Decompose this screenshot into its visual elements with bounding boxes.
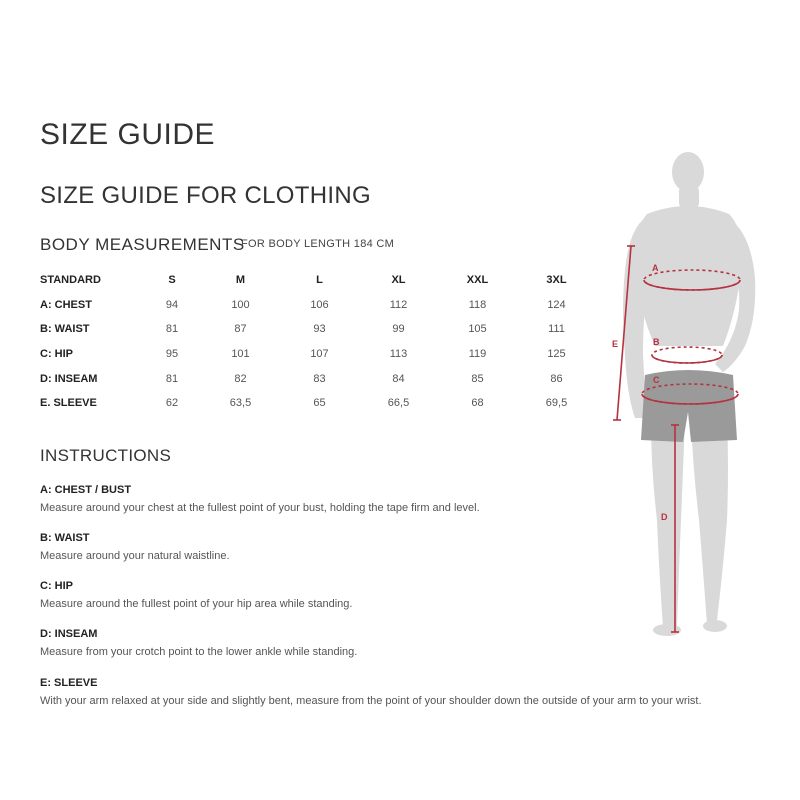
body-figure: [595, 150, 800, 650]
label-e: E: [612, 339, 619, 349]
column-header: M: [235, 274, 246, 287]
instruction-title: C: HIP: [40, 580, 73, 592]
instruction-text: Measure from your crotch point to the lower ankle while standing.: [40, 646, 358, 658]
table-cell: 118: [468, 298, 487, 311]
size-table: [40, 268, 596, 416]
table-row: [40, 293, 596, 318]
instruction-text: Measure around the fullest point of your hip area while standing.: [40, 598, 353, 610]
table-row: [40, 342, 596, 367]
instruction-item-waist: [40, 531, 230, 564]
table-cell: 124: [547, 298, 566, 311]
table-cell: 65: [313, 397, 326, 410]
instruction-text: Measure around your chest at the fullest point of your bust, holding the tape firm and level.: [40, 502, 480, 514]
table-cell: 112: [389, 298, 408, 311]
column-header: S: [168, 274, 176, 287]
table-cell: 111: [548, 323, 565, 336]
page-subtitle: SIZE GUIDE FOR CLOTHING: [40, 182, 371, 209]
table-cell: 106: [310, 298, 329, 311]
body-figure-illustration: [595, 150, 800, 650]
table-cell: 119: [468, 348, 487, 361]
table-cell: 66,5: [387, 397, 410, 410]
column-header: XL: [391, 274, 406, 287]
table-cell: 84: [392, 372, 405, 385]
table-cell: 86: [550, 372, 563, 385]
column-header: STANDARD: [40, 274, 101, 287]
table-cell: 87: [234, 323, 247, 336]
table-cell: 83: [313, 372, 326, 385]
instruction-item-chest: [40, 483, 480, 516]
label-c: C: [653, 375, 660, 385]
row-label: C: HIP: [40, 348, 73, 361]
table-cell: 100: [231, 298, 250, 311]
column-header: 3XL: [546, 274, 567, 287]
instructions-heading: INSTRUCTIONS: [40, 446, 172, 465]
table-row: [40, 317, 596, 342]
waist-measure-line: [652, 347, 722, 363]
table-cell: 81: [165, 372, 179, 385]
instruction-title: D: INSEAM: [40, 628, 98, 640]
label-d: D: [661, 512, 668, 522]
row-label: E. SLEEVE: [40, 397, 97, 410]
table-cell: 81: [165, 323, 179, 336]
table-row: [40, 366, 596, 391]
table-cell: 68: [471, 397, 484, 410]
instruction-title: B: WAIST: [40, 532, 90, 544]
row-label: D: INSEAM: [40, 372, 98, 385]
table-cell: 105: [468, 323, 487, 336]
table-cell: 107: [310, 348, 329, 361]
instruction-title: E: SLEEVE: [40, 677, 98, 689]
column-header: XXL: [466, 274, 489, 287]
body-measurements-heading: BODY MEASUREMENTS: [40, 235, 245, 254]
instruction-item-sleeve: [40, 676, 702, 709]
table-cell: 93: [313, 323, 326, 336]
table-cell: 94: [165, 298, 179, 311]
table-cell: 63,5: [229, 397, 252, 410]
instruction-text: With your arm relaxed at your side and slightly bent, measure from the point of your shoulder down the outside of your arm to your wrist.: [40, 695, 702, 707]
row-label: B: WAIST: [40, 323, 90, 336]
table-cell: 101: [231, 348, 250, 361]
table-cell: 69,5: [545, 397, 568, 410]
page-title: SIZE GUIDE: [40, 118, 216, 151]
label-a: A: [652, 263, 659, 273]
table-row: [40, 391, 596, 416]
body-length-note: FOR BODY LENGTH 184 CM: [241, 238, 395, 250]
label-b: B: [653, 337, 660, 347]
table-cell: 113: [389, 348, 408, 361]
instruction-text: Measure around your natural waistline.: [40, 550, 230, 562]
instruction-item-inseam: [40, 627, 357, 660]
instruction-title: A: CHEST / BUST: [40, 484, 132, 496]
table-cell: 95: [165, 348, 179, 361]
table-cell: 62: [165, 397, 179, 410]
column-header: L: [316, 274, 323, 287]
size-table-header: [40, 268, 596, 293]
instruction-item-hip: [40, 579, 352, 612]
table-cell: 85: [471, 372, 484, 385]
table-cell: 99: [392, 323, 405, 336]
table-cell: 82: [234, 372, 247, 385]
table-cell: 125: [547, 348, 566, 361]
row-label: A: CHEST: [40, 298, 92, 311]
